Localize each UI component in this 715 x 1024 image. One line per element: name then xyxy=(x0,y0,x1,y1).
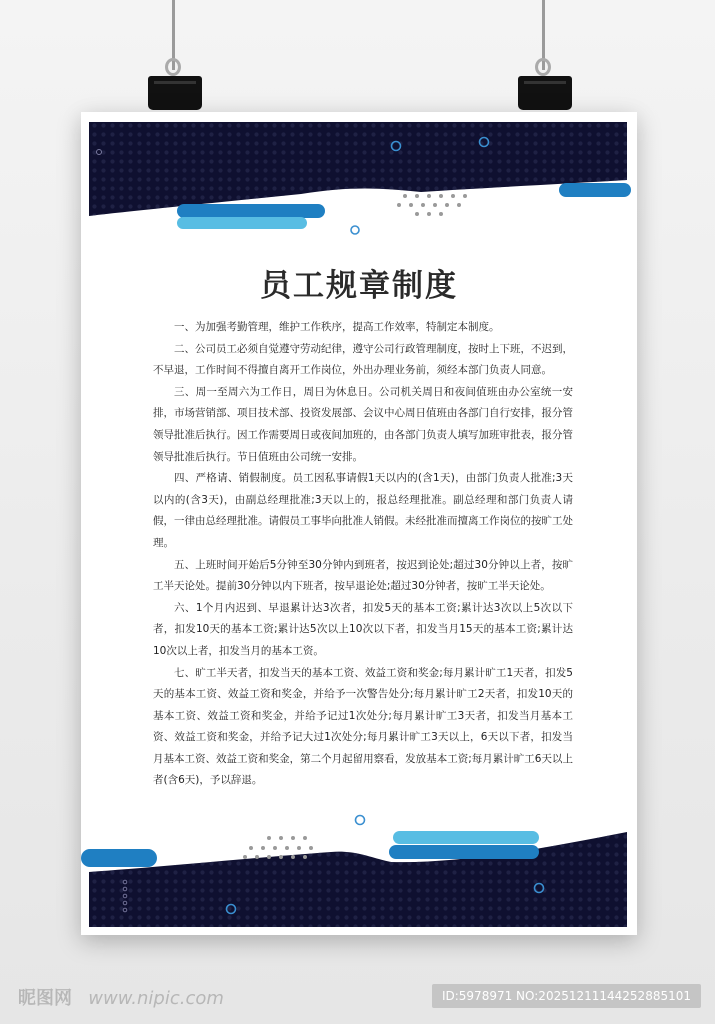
ring-icon xyxy=(351,226,359,234)
poster-title: 员工规章制度 xyxy=(260,268,458,304)
bottom-stripe-light xyxy=(393,831,539,844)
regulation-paragraph: 三、周一至周六为工作日，周日为休息日。公司机关周日和夜间值班由办公室统一安排，市场营销部、项目技术部、投资发展部、会议中心周日值班由各部门自行安排，报分管领导批准后执行。因工作需要周日或夜间加班的，由各部门负责人填写加班审批表，报分管领导批准后执行。节日值班由公司统一安排。 xyxy=(153,385,573,463)
site-url: www.nipic.com xyxy=(88,988,224,1009)
regulation-paragraph: 四、严格请、销假制度。员工因私事请假1天以内的(含1天)，由部门负责人批准;3天以内的(含3天)，由副总经理批准;3天以上的，报总经理批准。副总经理和部门负责人请假，一律由总经理批准。请假员工事毕向批准人销假。未经批准而擅离工作岗位的按旷工处理。 xyxy=(153,472,573,549)
regulation-body xyxy=(153,317,573,792)
regulation-paragraph: 七、旷工半天者，扣发当天的基本工资、效益工资和奖金;每月累计旷工1天者，扣发5天的基本工资、效益工资和奖金，并给予一次警告处分;每月累计旷工2天者，扣发10天的基本工资、效益工资和奖金，并给予记过1次处分;每月累计旷工3天者，扣发当月基本工资、效益工资和奖金，并给予记大过1次处分;每月累计旷工3天以上，6天以下者，扣发当月基本工资、效益工资和奖金，第二个月起留用察看，发放基本工资;每月累计旷工6天以上者(含6天)，予以辞退。 xyxy=(153,666,573,787)
bottom-left-stripe xyxy=(81,849,157,867)
top-right-stripe xyxy=(559,183,631,197)
image-id-label: ID:5978971 NO:20251211144252885101 xyxy=(432,984,701,1008)
poster xyxy=(81,112,637,935)
binder-clip-right xyxy=(518,58,572,118)
regulation-paragraph: 一、为加强考勤管理，维护工作秩序，提高工作效率，特制定本制度。 xyxy=(174,321,500,333)
top-dot-pattern xyxy=(89,122,627,216)
regulation-paragraph: 二、公司员工必须自觉遵守劳动纪律，遵守公司行政管理制度，按时上下班，不迟到，不早退，工作时间不得擅自离开工作岗位，外出办理业务前，须经本部门负责人同意。 xyxy=(153,342,573,377)
bottom-dot-pattern xyxy=(89,832,627,927)
top-stripe-blue xyxy=(177,204,325,218)
binder-clip-left xyxy=(148,58,202,118)
site-name: 昵图网 xyxy=(18,988,72,1009)
bottom-stripe-blue xyxy=(389,845,539,859)
regulation-paragraph: 六、1个月内迟到、早退累计达3次者，扣发5天的基本工资;累计达3次以上5次以下者，扣发10天的基本工资;累计达5次以上10次以下者，扣发当月15天的基本工资;累计达10次以上者，扣发当月的基本工资。 xyxy=(153,601,573,657)
ring-icon xyxy=(356,816,365,825)
top-gray-dots xyxy=(397,194,467,216)
top-stripe-light xyxy=(177,217,307,229)
site-watermark xyxy=(18,984,224,1010)
regulation-paragraph: 五、上班时间开始后5分钟至30分钟内到班者，按迟到论处;超过30分钟以上者，按旷工半天论处。提前30分钟以内下班者，按早退论处;超过30分钟者，按旷工半天论处。 xyxy=(153,558,573,593)
